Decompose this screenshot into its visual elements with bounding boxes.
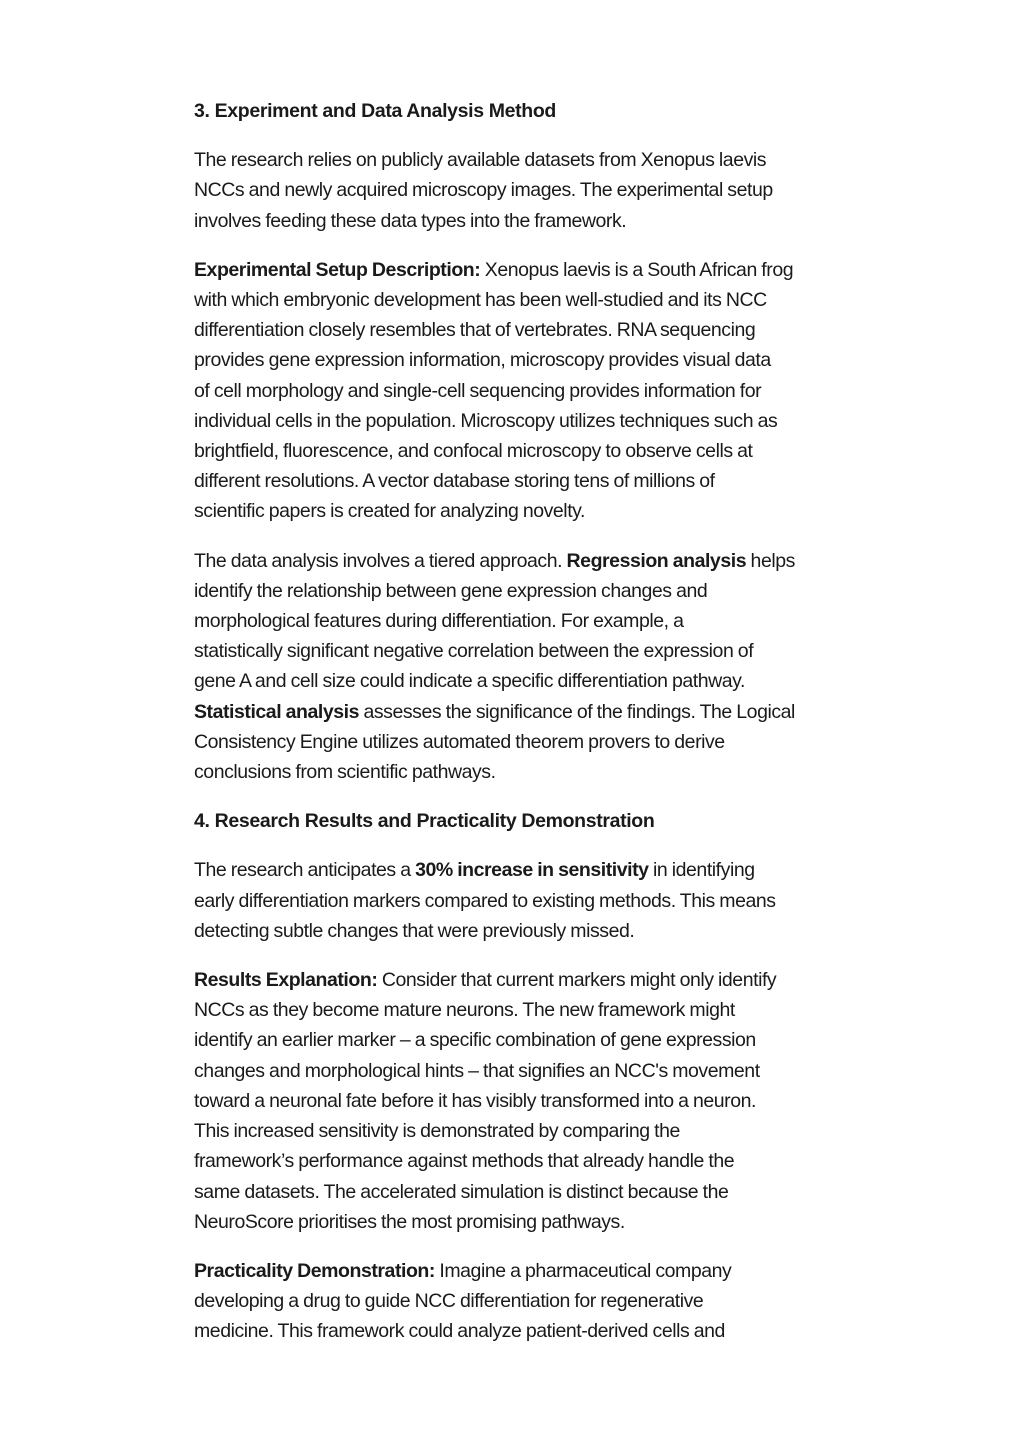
- text-line: conclusions from scientific pathways.: [194, 761, 496, 784]
- text-line: individual cells in the population. Microscopy utilizes techniques such as: [194, 409, 778, 432]
- text-run: in identifying: [648, 859, 755, 882]
- section-3-intro-paragraph: [194, 145, 844, 236]
- text-line: medicine. This framework could analyze patient-derived cells and: [194, 1320, 725, 1343]
- practicality-demonstration-label: Practicality Demonstration:: [194, 1259, 435, 1282]
- sensitivity-increase-highlight: 30% increase in sensitivity: [415, 859, 649, 882]
- document-page: [194, 96, 844, 1366]
- text-line: scientific papers is created for analyzing novelty.: [194, 500, 585, 523]
- text-line: [194, 965, 844, 995]
- text-line: The research relies on publicly available datasets from Xenopus laevis: [194, 149, 767, 172]
- text-run: assesses the significance of the findings. The Logical: [359, 700, 795, 723]
- text-line: NCCs and newly acquired microscopy images. The experimental setup: [194, 179, 773, 202]
- experimental-setup-label: Experimental Setup Description:: [194, 258, 481, 281]
- text-line: brightfield, fluorescence, and confocal microscopy to observe cells at: [194, 440, 753, 463]
- practicality-demonstration-paragraph: [194, 1256, 844, 1347]
- text-run: Xenopus laevis is a South African frog: [480, 258, 794, 281]
- text-line: provides gene expression information, microscopy provides visual data: [194, 349, 771, 372]
- text-line: identify the relationship between gene expression changes and: [194, 579, 708, 602]
- text-line: [194, 546, 844, 576]
- results-explanation-label: Results Explanation:: [194, 969, 378, 992]
- text-line: same datasets. The accelerated simulation is distinct because the: [194, 1180, 729, 1203]
- text-run: Consider that current markers might only identify: [377, 969, 777, 992]
- text-run: Imagine a pharmaceutical company: [434, 1259, 732, 1282]
- text-line: changes and morphological hints – that signifies an NCC's movement: [194, 1059, 760, 1082]
- text-line: [194, 855, 844, 885]
- section-4-intro-paragraph: [194, 855, 844, 946]
- text-line: [194, 1256, 844, 1286]
- section-3-heading: 3. Experiment and Data Analysis Method: [194, 100, 556, 122]
- text-line: different resolutions. A vector database storing tens of millions of: [194, 470, 715, 493]
- text-line: gene A and cell size could indicate a specific differentiation pathway.: [194, 670, 745, 693]
- text-line: This increased sensitivity is demonstrated by comparing the: [194, 1120, 680, 1143]
- text-line: involves feeding these data types into the framework.: [194, 209, 627, 232]
- text-line: [194, 255, 844, 285]
- text-line: detecting subtle changes that were previously missed.: [194, 919, 635, 942]
- data-analysis-paragraph: [194, 546, 844, 788]
- text-run: The research anticipates a: [194, 859, 416, 882]
- text-line: NCCs as they become mature neurons. The new framework might: [194, 999, 735, 1022]
- text-line: Consistency Engine utilizes automated theorem provers to derive: [194, 730, 725, 753]
- regression-analysis-term: Regression analysis: [566, 549, 747, 572]
- text-line: morphological features during differentiation. For example, a: [194, 610, 684, 633]
- text-line: early differentiation markers compared to existing methods. This means: [194, 889, 776, 912]
- results-explanation-paragraph: [194, 965, 844, 1237]
- section-4-heading: 4. Research Results and Practicality Demonstration: [194, 810, 655, 833]
- experimental-setup-paragraph: [194, 255, 844, 527]
- text-line: framework’s performance against methods that already handle the: [194, 1150, 735, 1173]
- text-line: with which embryonic development has been well-studied and its NCC: [194, 289, 767, 312]
- text-line: NeuroScore prioritises the most promising pathways.: [194, 1210, 625, 1233]
- text-line: [194, 697, 844, 727]
- text-line: differentiation closely resembles that of vertebrates. RNA sequencing: [194, 319, 756, 342]
- text-line: toward a neuronal fate before it has visibly transformed into a neuron.: [194, 1089, 756, 1112]
- text-run: helps: [746, 549, 795, 572]
- statistical-analysis-term: Statistical analysis: [194, 700, 360, 723]
- text-line: identify an earlier marker – a specific combination of gene expression: [194, 1029, 756, 1052]
- text-run: The data analysis involves a tiered approach.: [194, 549, 567, 572]
- text-line: statistically significant negative correlation between the expression of: [194, 640, 754, 663]
- text-line: of cell morphology and single-cell sequencing provides information for: [194, 379, 762, 402]
- text-line: developing a drug to guide NCC differentiation for regenerative: [194, 1290, 704, 1313]
